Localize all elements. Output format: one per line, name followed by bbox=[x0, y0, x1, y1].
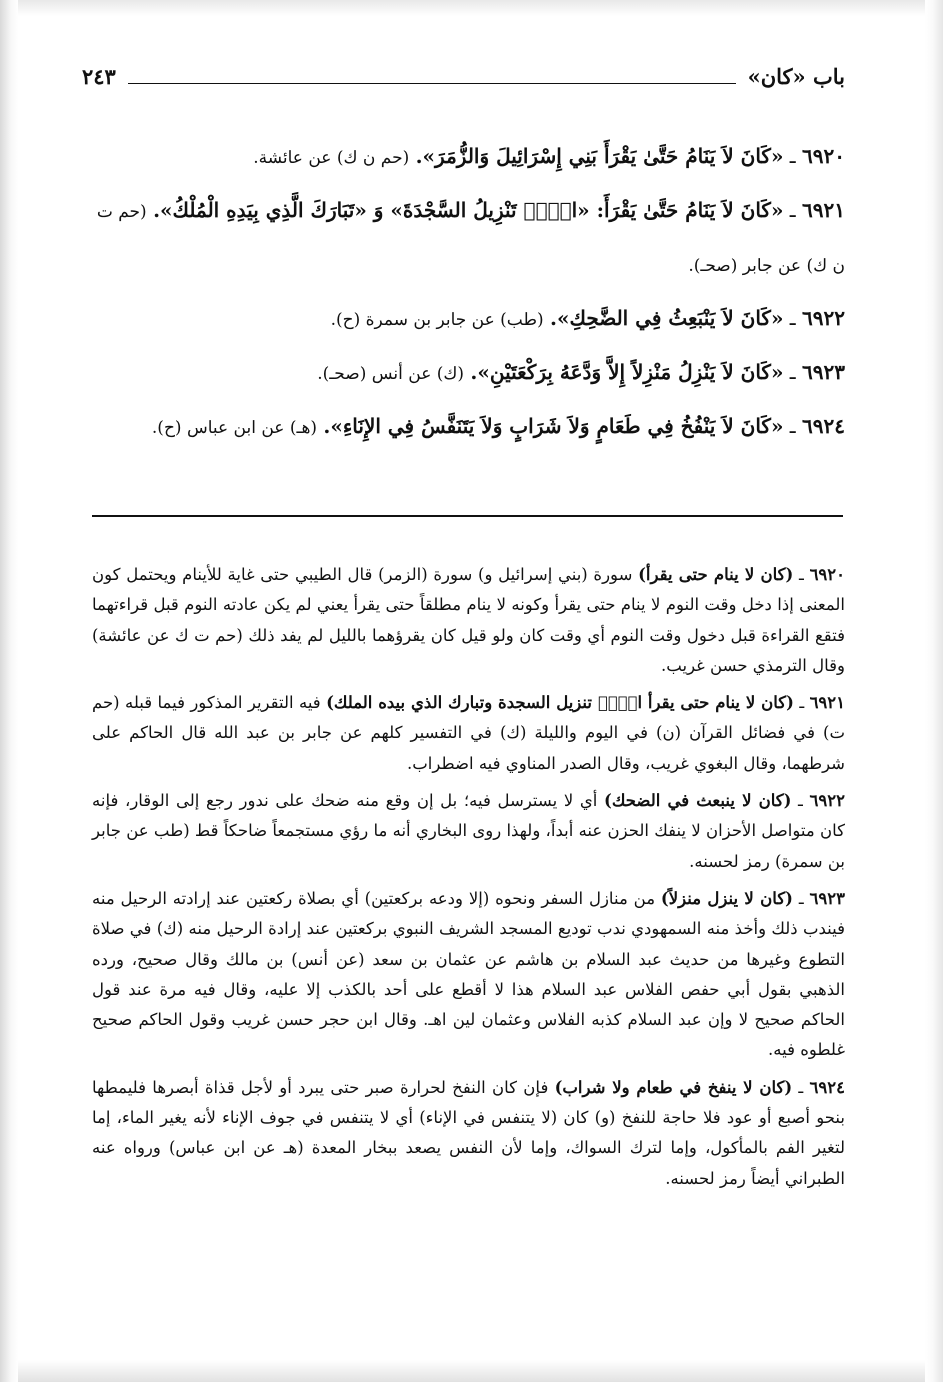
scan-shadow-bottom bbox=[0, 1360, 943, 1382]
commentary-quote: (كان لا ينزل منزلاً) bbox=[660, 888, 793, 908]
hadith-text: «كَانَ لاَ يَنْزِلُ مَنْزِلاً إِلاَّ وَدَّعَهُ بِرَكْعَتَيْنِ». bbox=[470, 360, 784, 384]
commentary-paragraph: ٦٩٢٠ ـ (كان لا ينام حتى يقرأ) سورة (بني إسرائيل و) سورة (الزمر) قال الطيبي حتى غاية للأينام ويحتمل كون المعنى إذا دخل وقت النوم لا ينام حتى يقرأ وكونه لا ينام مطلقاً حتى يقرأ يعني لم يكن عادته النوم قبل قراءتهما فتقع القراءة قبل دخول وقت النوم أي وقت كان ولو قيل كان يقرؤهما بالليل لم يفد ذلك (حم ت ك عن عائشة) وقال الترمذي حسن غريب. bbox=[92, 565, 846, 675]
commentary-body: أي لا يسترسل فيه؛ بل إن وقع منه ضحك على ندور رجع إلى الوقار، فإنه كان متواصل الأحزان لا ينفك الحزن عنه أبداً، ولهذا روى البخاري أنه ما رؤي مستجمعاً ضاحكاً قط (طب عن جابر بن سمرة) رمز لحسنه. bbox=[92, 791, 845, 871]
hadith-entry: ٦٩٢١ ـ «كَانَ لاَ يَنَامُ حَتَّىٰ يَقْرَأَ: «الۤمۤ تَنْزِيلُ السَّجْدَةَ» وَ «تَبَارَكَ الَّذِي بِيَدِهِ الْمُلْكُ». (حم ت ن ك) عن جابر (صحـ). bbox=[96, 198, 845, 276]
commentary-quote: (كان لا ينفخ في طعام ولا شراب) bbox=[554, 1077, 793, 1097]
hadith-text-section bbox=[92, 130, 845, 454]
commentary-body: فإن كان النفخ لحرارة صبر حتى يبرد أو لأجل قذاة أبصرها فليمطها بنحو أصبع أو عود فلا حاجة للنفخ (و) كان (لا يتنفس في الإناء) أي لا يتنفس في جوف الإناء لأنه يغير الماء، إما لتغير الفم بالمأكول، وإما لترك السواك، وإما لأن النفس يصعد ببخار المعدة (هـ عن ابن عباس) ورواه عنه الطبراني أيضاً رمز لحسنه. bbox=[92, 1077, 845, 1188]
commentary-number: ٦٩٢٤ bbox=[809, 1077, 845, 1097]
hadith-number: ٦٩٢٢ bbox=[802, 306, 845, 330]
hadith-entry: ٦٩٢٤ ـ «كَانَ لاَ يَنْفُخُ فِي طَعَامٍ وَلاَ شَرَابٍ وَلاَ يَتَنَفَّسُ فِي الإِنَاءِ». (هـ) عن ابن عباس (ح). bbox=[151, 414, 845, 438]
commentary-quote: (كان لا ينبعث في الضحك) bbox=[604, 791, 792, 811]
commentary-body: فيه التقرير المذكور فيما قبله (حم ت) في فضائل القرآن (ن) في اليوم والليلة (ك) في التفسير كلهم عن جابر بن عبد الله قال الحاكم على شرطهما، وقال البغوي غريب، وقال الصدر المناوي فيه اضطراب. bbox=[92, 693, 845, 773]
hadith-number: ٦٩٢٤ bbox=[802, 414, 845, 438]
hadith-source: (طب) عن جابر بن سمرة (ح). bbox=[330, 310, 544, 330]
commentary-paragraph: ٦٩٢٣ ـ (كان لا ينزل منزلاً) من منازل السفر ونحوه (إلا ودعه بركعتين) أي بصلاة ركعتين عند إرادته الرحيل منه فيندب ذلك وأخذ منه السمهودي ندب توديع المسجد الشريف النبوي بركعتين عند إرادة الرحيل منه (ك) في صلاة التطوع وغيرها من حديث عبد السلام بن هاشم عن عثمان بن سعد (عن أنس) بن مالك وقال صحيح، ورده الذهبي بقول أبي حفص الفلاس عبد السلام هذا لا أقطع على أحد بالكذب إلا عليه، وقال فيه مرة عند قول الحاكم صحيح لا وإن عبد السلام كذبه الفلاس وعثمان لين اهـ. وقال ابن حجر حسن غريب وقول الحاكم صحيح غلطوه فيه. bbox=[92, 888, 845, 1060]
commentary-number: ٦٩٢٣ bbox=[809, 888, 845, 908]
running-header bbox=[82, 64, 845, 89]
hadith-entry: ٦٩٢٠ ـ «كَانَ لاَ يَنَامُ حَتَّىٰ يَقْرَأَ بَنِي إِسْرَائِيلَ وَالزُّمَرَ». (حم ن ك) عن عائشة. bbox=[253, 144, 845, 168]
hadith-text: «كَانَ لاَ يَنَامُ حَتَّىٰ يَقْرَأَ بَنِي إِسْرَائِيلَ وَالزُّمَرَ». bbox=[415, 144, 784, 168]
commentary-number: ٦٩٢١ bbox=[809, 693, 846, 713]
hadith-source: (ك) عن أنس (صحـ). bbox=[317, 364, 465, 384]
hadith-text: «كَانَ لاَ يَنْفُخُ فِي طَعَامٍ وَلاَ شَرَابٍ وَلاَ يَتَنَفَّسُ فِي الإِنَاءِ». bbox=[323, 414, 784, 438]
hadith-number: ٦٩٢١ bbox=[802, 198, 845, 222]
hadith-source: (حم ن ك) عن عائشة. bbox=[253, 148, 410, 168]
hadith-source: (هـ) عن ابن عباس (ح). bbox=[151, 418, 318, 438]
commentary-section bbox=[92, 560, 845, 1201]
scan-shadow-left bbox=[0, 0, 18, 1382]
hadith-number: ٦٩٢٠ bbox=[802, 144, 845, 168]
scan-shadow-top bbox=[0, 0, 943, 16]
commentary-paragraph: ٦٩٢٤ ـ (كان لا ينفخ في طعام ولا شراب) فإن كان النفخ لحرارة صبر حتى يبرد أو لأجل قذاة أبصرها فليمطها بنحو أصبع أو عود فلا حاجة للنفخ (و) كان (لا يتنفس في الإناء) أي لا يتنفس في جوف الإناء لأنه يغير الماء، إما لتغير الفم بالمأكول، وإما لترك السواك، وإما لأن النفس يصعد ببخار المعدة (هـ عن ابن عباس) ورواه عنه الطبراني أيضاً رمز لحسنه. bbox=[92, 1077, 845, 1188]
hadith-number: ٦٩٢٣ bbox=[802, 360, 845, 384]
commentary-number: ٦٩٢٢ bbox=[809, 791, 845, 811]
page-number: ٢٤٣ bbox=[82, 64, 116, 89]
section-divider bbox=[92, 515, 843, 517]
commentary-quote: (كان لا ينام حتى يقرأ الۤمۤ تنزيل السجدة وتبارك الذي بيده الملك) bbox=[326, 693, 794, 713]
chapter-title: باب «كان» bbox=[747, 64, 845, 89]
commentary-number: ٦٩٢٠ bbox=[809, 565, 846, 584]
commentary-paragraph: ٦٩٢٢ ـ (كان لا ينبعث في الضحك) أي لا يسترسل فيه؛ بل إن وقع منه ضحك على ندور رجع إلى الوقار، فإنه كان متواصل الأحزان لا ينفك الحزن عنه أبداً، ولهذا روى البخاري أنه ما رؤي مستجمعاً ضاحكاً قط (طب عن جابر بن سمرة) رمز لحسنه. bbox=[92, 791, 845, 871]
scan-shadow-right bbox=[925, 0, 943, 1382]
hadith-entry: ٦٩٢٣ ـ «كَانَ لاَ يَنْزِلُ مَنْزِلاً إِلاَّ وَدَّعَهُ بِرَكْعَتَيْنِ». (ك) عن أنس (صحـ). bbox=[317, 360, 845, 384]
hadith-text: «كَانَ لاَ يَنْبَعِثُ فِي الضَّحِكِ». bbox=[550, 306, 784, 330]
header-rule bbox=[128, 83, 736, 84]
hadith-entry: ٦٩٢٢ ـ «كَانَ لاَ يَنْبَعِثُ فِي الضَّحِكِ». (طب) عن جابر بن سمرة (ح). bbox=[330, 306, 845, 330]
commentary-quote: (كان لا ينام حتى يقرأ) bbox=[638, 565, 794, 584]
hadith-source: (حم ت ن ك) عن جابر (صحـ). bbox=[96, 202, 845, 276]
hadith-text: «كَانَ لاَ يَنَامُ حَتَّىٰ يَقْرَأَ: «الۤمۤ تَنْزِيلُ السَّجْدَةَ» وَ «تَبَارَكَ الَّذِي بِيَدِهِ الْمُلْكُ». bbox=[153, 198, 784, 222]
commentary-body: سورة (بني إسرائيل و) سورة (الزمر) قال الطيبي حتى غاية للأينام ويحتمل كون المعنى إذا دخل وقت النوم لا ينام حتى يقرأ وكونه لا ينام مطلقاً حتى يقرأ يعني لم يكن عادته النوم قبل قراءتهما فتقع القراءة قبل دخول وقت النوم أي وقت كان ولو قيل كان يقرؤهما بالليل لم يفد ذلك (حم ت ك عن عائشة) وقال الترمذي حسن غريب. bbox=[92, 565, 845, 675]
commentary-body: من منازل السفر ونحوه (إلا ودعه بركعتين) أي بصلاة ركعتين عند إرادته الرحيل منه فيندب ذلك وأخذ منه السمهودي ندب توديع المسجد الشريف النبوي بركعتين عند إرادة الرحيل منه (ك) في صلاة التطوع وغيرها من حديث عبد السلام بن هاشم عن عثمان بن سعد (عن أنس) بن مالك وقال صحيح، ورده الذهبي بقول أبي حفص الفلاس عبد السلام هذا لا أقطع على أحد بالكذب إلا عليه، وقال فيه مرة عند قول الحاكم صحيح لا وإن عبد السلام كذبه الفلاس وعثمان لين اهـ. وقال ابن حجر حسن غريب وقول الحاكم صحيح غلطوه فيه. bbox=[92, 888, 845, 1060]
commentary-paragraph: ٦٩٢١ ـ (كان لا ينام حتى يقرأ الۤمۤ تنزيل السجدة وتبارك الذي بيده الملك) فيه التقرير المذكور فيما قبله (حم ت) في فضائل القرآن (ن) في اليوم والليلة (ك) في التفسير كلهم عن جابر بن عبد الله قال الحاكم على شرطهما، وقال البغوي غريب، وقال الصدر المناوي فيه اضطراب. bbox=[92, 693, 846, 773]
